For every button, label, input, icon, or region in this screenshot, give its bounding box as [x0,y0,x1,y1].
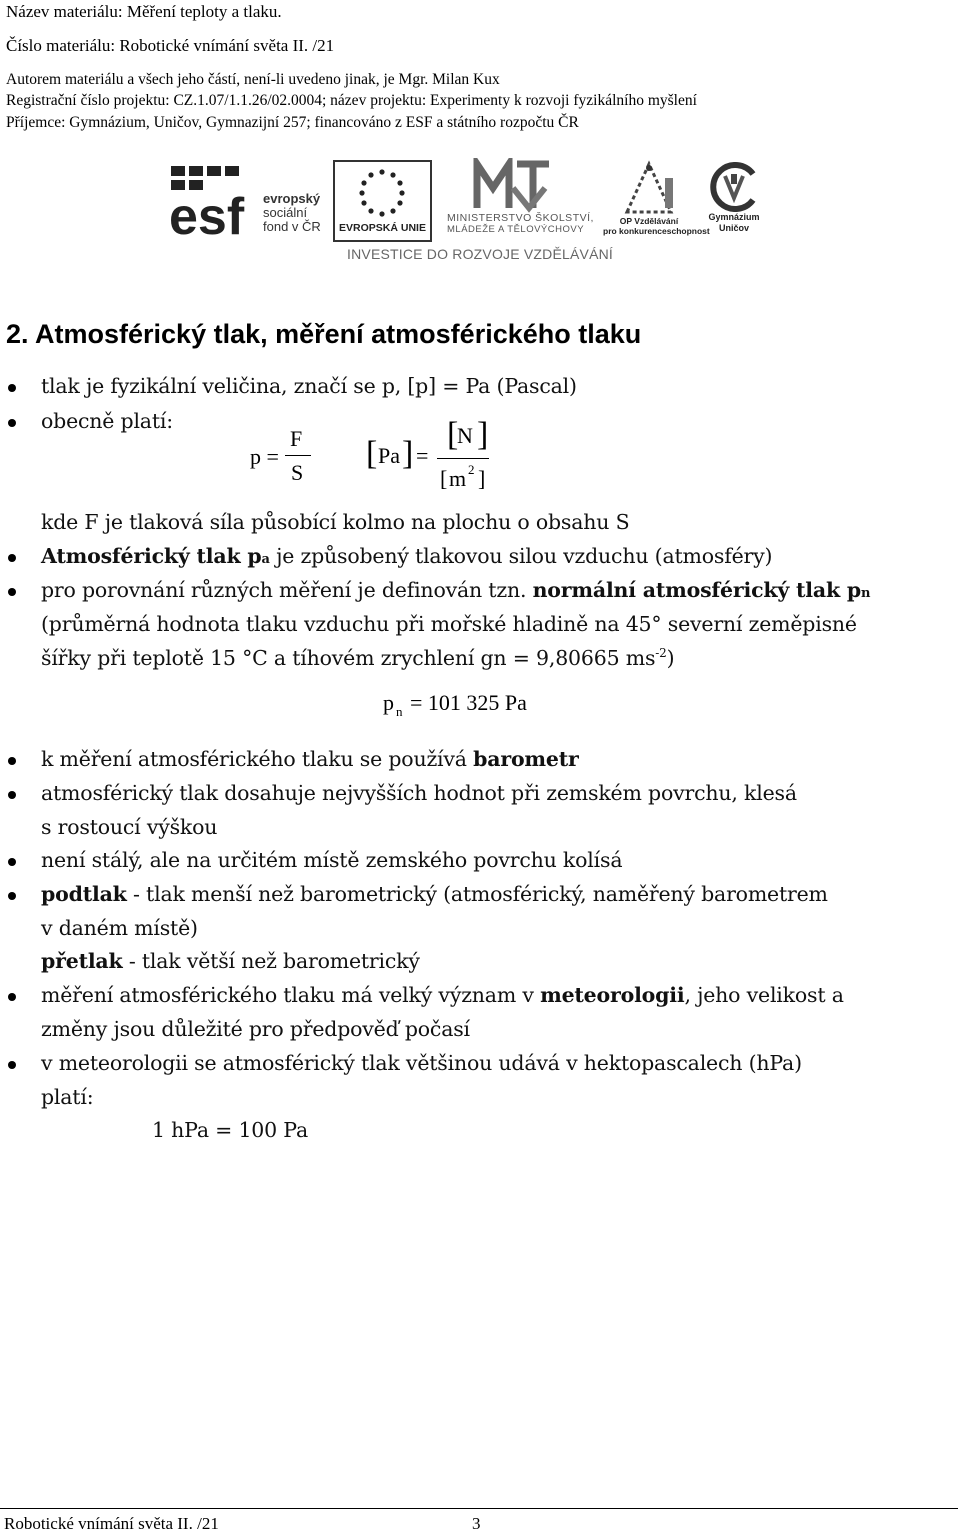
list-item-text: , jeho velikost a [684,983,844,1007]
bracket-left: [ [366,435,378,472]
page-number: 3 [472,1514,481,1533]
gym-text-1: Gymnázium [708,212,760,222]
list-item [41,544,772,568]
fraction-bar [285,455,311,456]
esf-text-1: evropský [263,191,321,206]
formula-exponent: 2 [468,462,475,477]
bullet-dot [8,858,16,866]
list-item [41,983,844,1007]
formula-unit-m: m [449,466,467,491]
bracket-left: [ [440,466,448,491]
investice-text: INVESTICE DO ROZVOJE VZDĚLÁVÁNÍ [347,246,614,262]
bracket-right: ] [478,466,486,491]
list-item: tlak je fyzikální veličina, značí se p, [p] = Pa (Pascal) [41,374,577,398]
list-item-line: platí: [41,1085,94,1109]
list-item-text: je způsobený tlakovou silou vzduchu (atmosféry) [269,544,773,568]
list-item-text: pro porovnání různých měření je definován tzn. [41,578,533,602]
eu-stars-icon [349,166,415,218]
bullet-dot [8,588,16,596]
gymnazium-crest-icon [709,162,759,212]
op-text-2: pro konkurenceschopnost [603,226,710,236]
term-bold: přetlak [41,949,123,973]
formula-p: p [383,690,394,715]
list-item-continuation: kde F je tlaková síla působící kolmo na plochu o obsahu S [41,510,630,534]
logo-strip [165,158,765,268]
list-item-text: k měření atmosférického tlaku se používá [41,747,474,771]
bracket-right: ] [402,435,414,472]
formula-subscript: n [396,704,403,719]
list-item: není stálý, ale na určitém místě zemského povrchu kolísá [41,848,623,872]
superscript: -2 [655,646,667,661]
msmt-text-1: MINISTERSTVO ŠKOLSTVÍ, [447,212,594,224]
bullet-dot [8,892,16,900]
fraction-bar [437,458,489,459]
footer-title: Robotické vnímání světa II. /21 [4,1514,219,1533]
header-material-number: Číslo materiálu: Robotické vnímání světa II. /21 [6,36,335,55]
list-item: obecně platí: [41,409,173,433]
list-item: v meteorologii se atmosférický tlak většinou udává v hektopascalech (hPa) [41,1051,802,1075]
formula-numerator: F [290,426,303,451]
formula-equals: = [416,443,429,468]
formula-lhs: p = [250,444,279,469]
list-item-line: s rostoucí výškou [41,815,218,839]
esf-logo [167,160,327,238]
formula-unit-n: N [457,423,473,448]
msmt-logo [447,158,597,238]
formula-denominator: S [291,460,304,485]
list-item-line [41,949,420,973]
page-title: 2. Atmosférický tlak, měření atmosférického tlaku [6,319,642,349]
list-item-text: - tlak menší než barometrický (atmosférický, naměřený barometrem [126,882,828,906]
bullet-dot [8,1061,16,1069]
list-item-line: v daném místě) [41,916,198,940]
esf-text-2: sociální [263,205,308,220]
svg-text:esf: esf [169,188,245,238]
term-bold: normální atmosférický tlak p [532,578,862,602]
list-item-text: ) [666,646,675,670]
list-item-text: měření atmosférického tlaku má velký význam v [41,983,541,1007]
gymnazium-logo [703,158,765,238]
list-item-line [41,646,674,670]
footer-divider [0,1508,958,1509]
msmt-text-2: MLÁDEŽE A TĚLOVÝCHOVY [447,224,585,235]
esf-mark-icon [167,160,257,238]
term-subscript: a [261,552,270,567]
term-subscript: n [861,586,871,601]
equation-line: 1 hPa = 100 Pa [152,1118,309,1142]
gym-text-2: Uničov [718,223,749,233]
header-project-reg: Registrační číslo projektu: CZ.1.07/1.1.26/02.0004; název projektu: Experimenty k rozvoji fyzikálního myšlení [6,92,697,109]
msmt-mark-icon [473,158,553,214]
term-bold: Atmosférický tlak p [41,544,262,568]
term-bold: podtlak [41,882,127,906]
op-mark-icon [621,158,677,216]
bullet-dot [8,791,16,799]
op-logo [603,158,710,238]
eu-logo [333,160,432,242]
list-item-text: šířky při teplotě 15 °C a tíhovém zrychlení gn = 9,80665 ms [41,646,656,670]
bullet-dot [8,993,16,1001]
bracket-right: ] [477,416,489,453]
list-item: atmosférický tlak dosahuje nejvyšších hodnot při zemském povrchu, klesá [41,781,797,805]
list-item-line: (průměrná hodnota tlaku vzduchu při mořské hladině na 45° severní zeměpisné [41,612,857,636]
formula-unit-pa: Pa [378,443,400,468]
bullet-dot [8,757,16,765]
list-item [41,578,870,602]
term-bold: meteorologii [540,983,685,1007]
eu-text: EVROPSKÁ UNIE [339,222,426,234]
header-material-name: Název materiálu: Měření teploty a tlaku. [6,2,282,21]
bullet-dot [8,384,16,392]
list-item-line: změny jsou důležité pro předpověď počasí [41,1017,470,1041]
bullet-dot [8,554,16,562]
list-item [41,882,828,906]
bracket-left: [ [447,416,459,453]
header-author: Autorem materiálu a všech jeho částí, není-li uvedeno jinak, je Mgr. Milan Kux [6,71,500,88]
list-item-text: - tlak větší než barometrický [122,949,420,973]
bullet-dot [8,419,16,427]
op-text-1: OP Vzdělávání [619,216,679,226]
header-recipient: Příjemce: Gymnázium, Uničov, Gymnazijní 257; financováno z ESF a státního rozpočtu ČR [6,114,579,131]
formula-rhs: = 101 325 Pa [410,690,527,715]
term-bold: barometr [473,747,579,771]
list-item [41,747,579,771]
esf-text-3: fond v ČR [263,219,321,234]
